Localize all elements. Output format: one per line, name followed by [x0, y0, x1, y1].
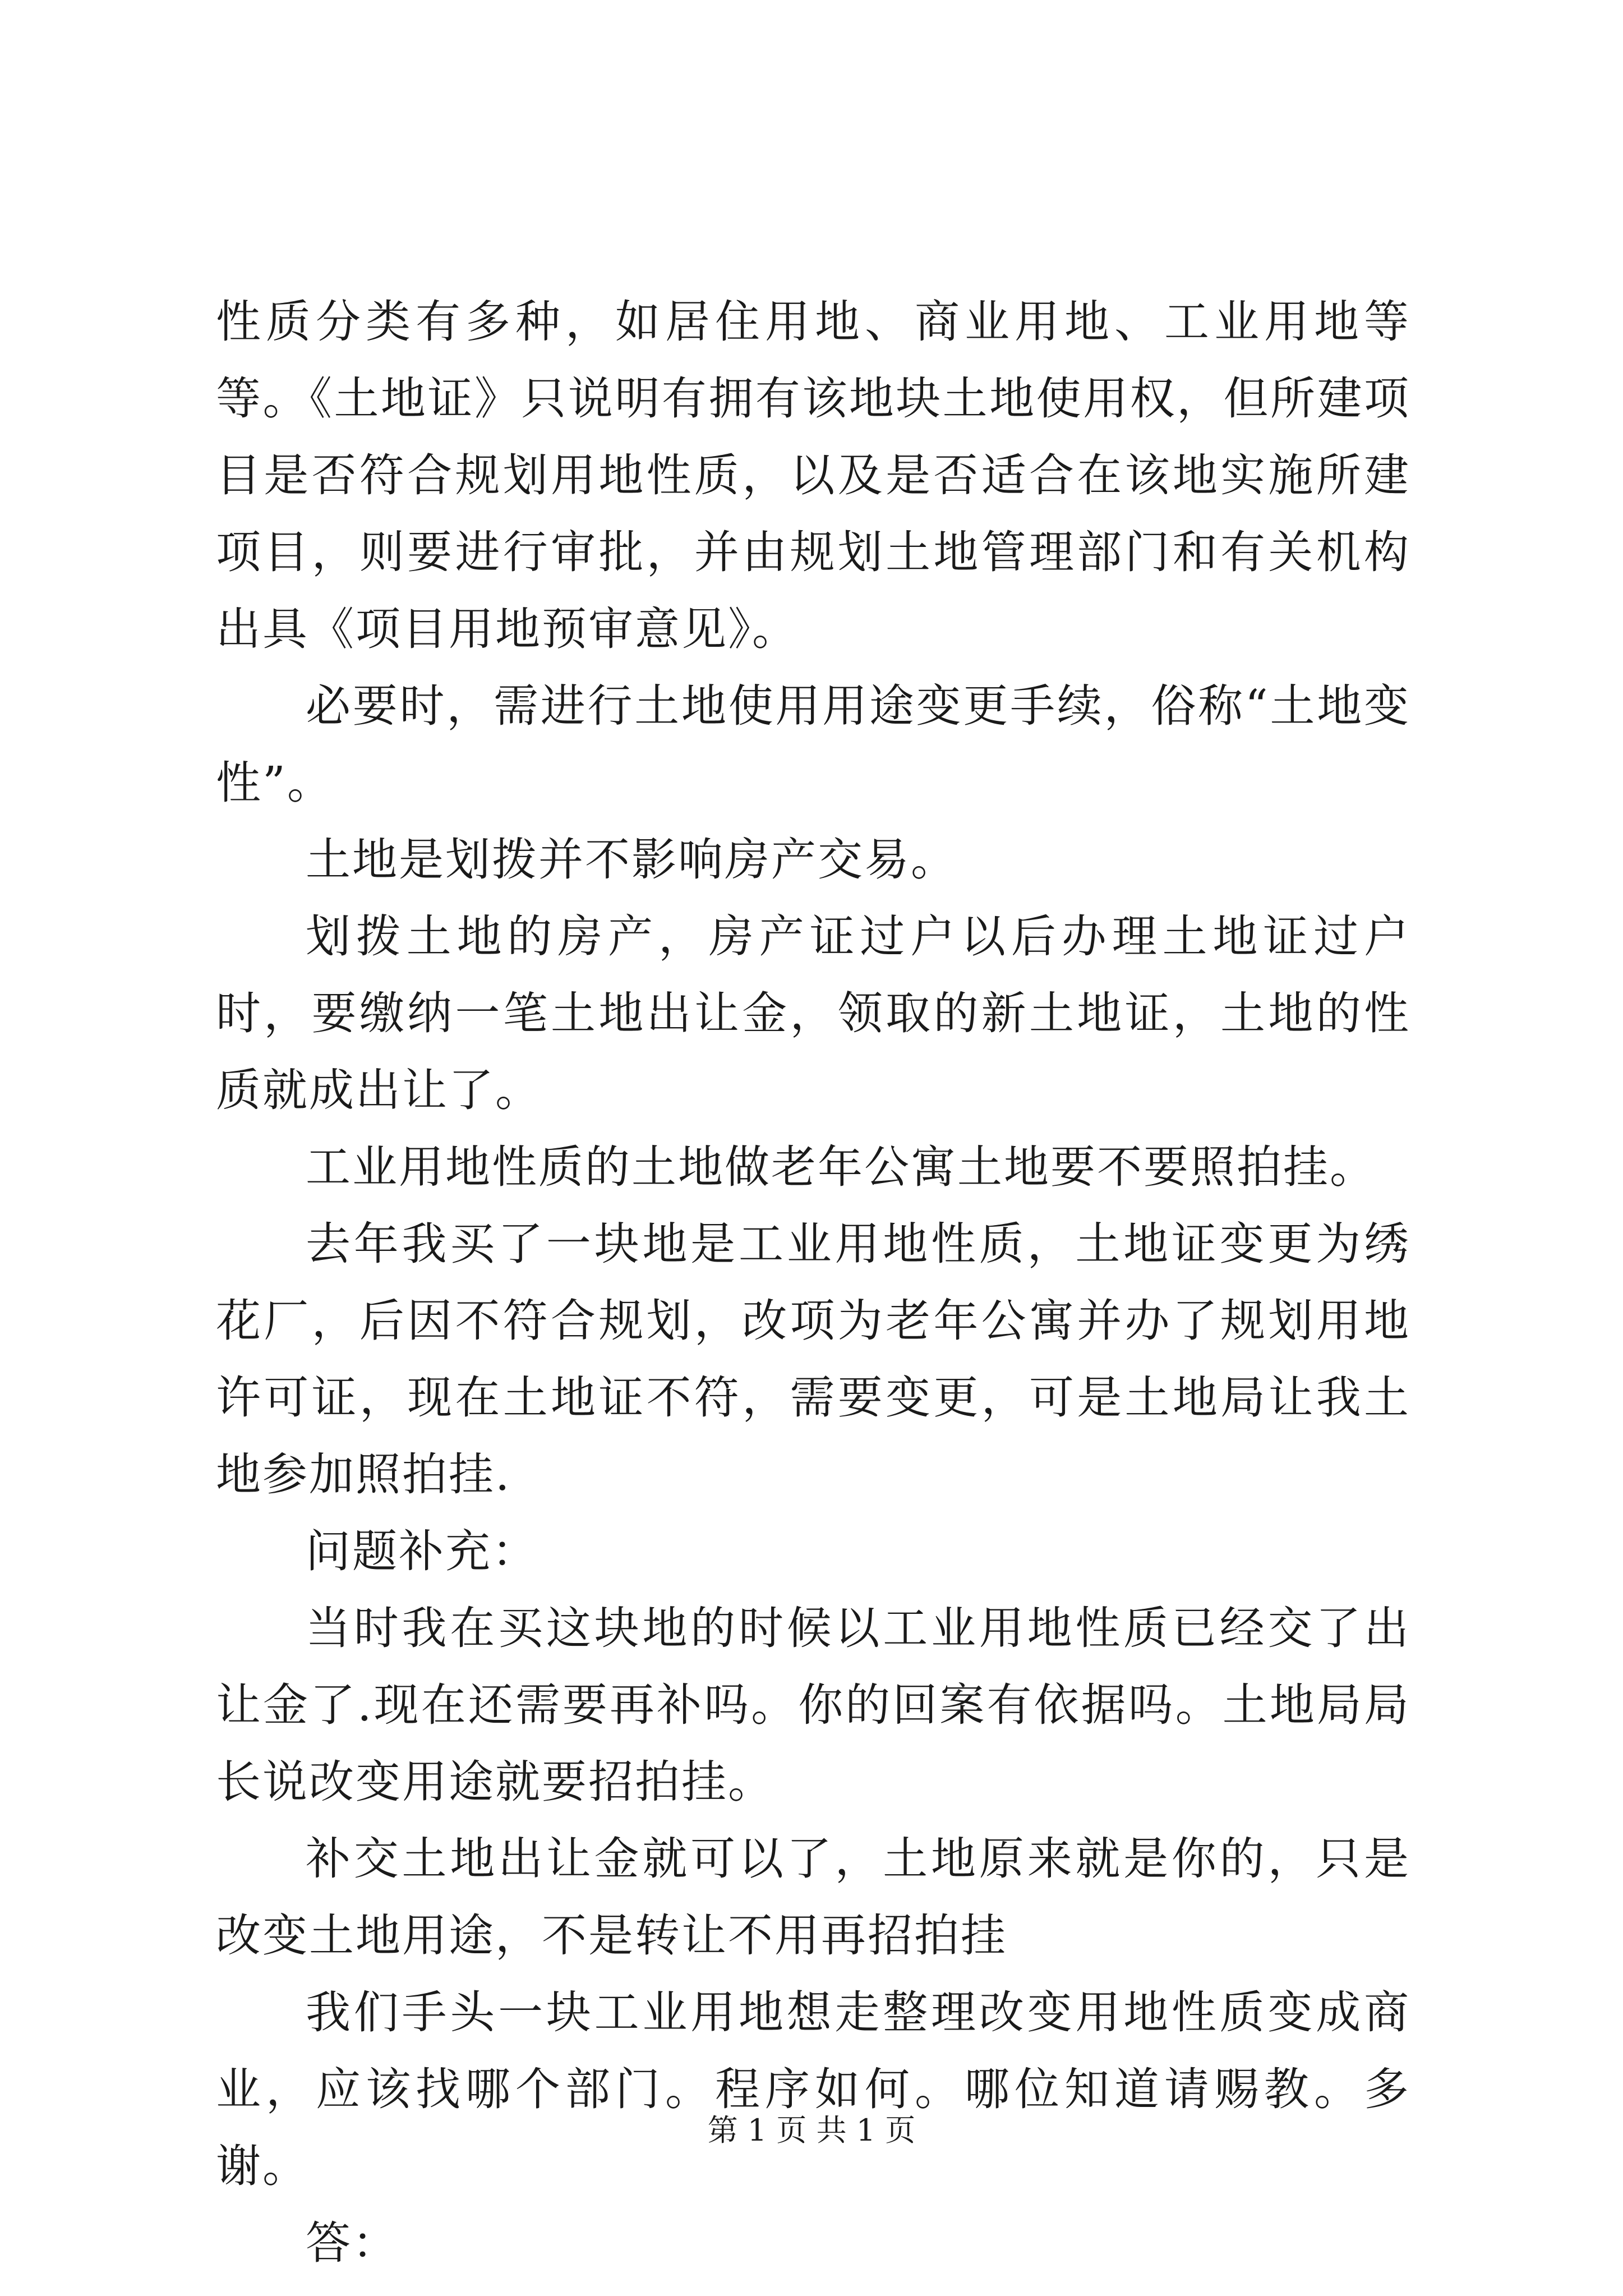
paragraph-10: 我们手头一块工业用地想走整理改变用地性质变成商业，应该找哪个部门。程序如何。哪位知道请赐教。多谢。	[216, 1986, 1410, 2192]
document-body	[216, 283, 1410, 2281]
paragraph-7: 问题补充：	[306, 1525, 538, 1577]
paragraph-1: 性质分类有多种，如居住用地、商业用地、工业用地等等。《土地证》只说明有拥有该地块土地使用权，但所建项目是否符合规划用地性质，以及是否适合在该地实施所建项目，则要进行审批，并由规划土地管理部门和有关机构出具《项目用地预审意见》。	[216, 296, 1410, 655]
paragraph-6: 去年我买了一块地是工业用地性质，土地证变更为绣花厂，后因不符合规划，改项为老年公寓并办了规划用地许可证，现在土地证不符，需要变更，可是土地局让我土地参加照拍挂.	[216, 1218, 1410, 1501]
paragraph-2: 必要时，需进行土地使用用途变更手续，俗称“土地变性”。	[216, 680, 1410, 809]
page-footer: 第 1 页 共 1 页	[707, 2113, 916, 2148]
paragraph-11: 答：	[306, 2217, 399, 2269]
paragraph-9: 补交土地出让金就可以了，土地原来就是你的，只是改变土地用途，不是转让不用再招拍挂	[216, 1833, 1410, 1962]
paragraph-5: 工业用地性质的土地做老年公寓土地要不要照拍挂。	[306, 1141, 1376, 1193]
paragraph-8: 当时我在买这块地的时候以工业用地性质已经交了出让金了.现在还需要再补吗。你的回案有依据吗。土地局局长说改变用途就要招拍挂。	[216, 1602, 1410, 1808]
paragraph-3: 土地是划拨并不影响房产交易。	[306, 834, 957, 886]
paragraph-4: 划拨土地的房产，房产证过户以后办理土地证过户时，要缴纳一笔土地出让金，领取的新土地证，土地的性质就成出让了。	[216, 910, 1410, 1116]
